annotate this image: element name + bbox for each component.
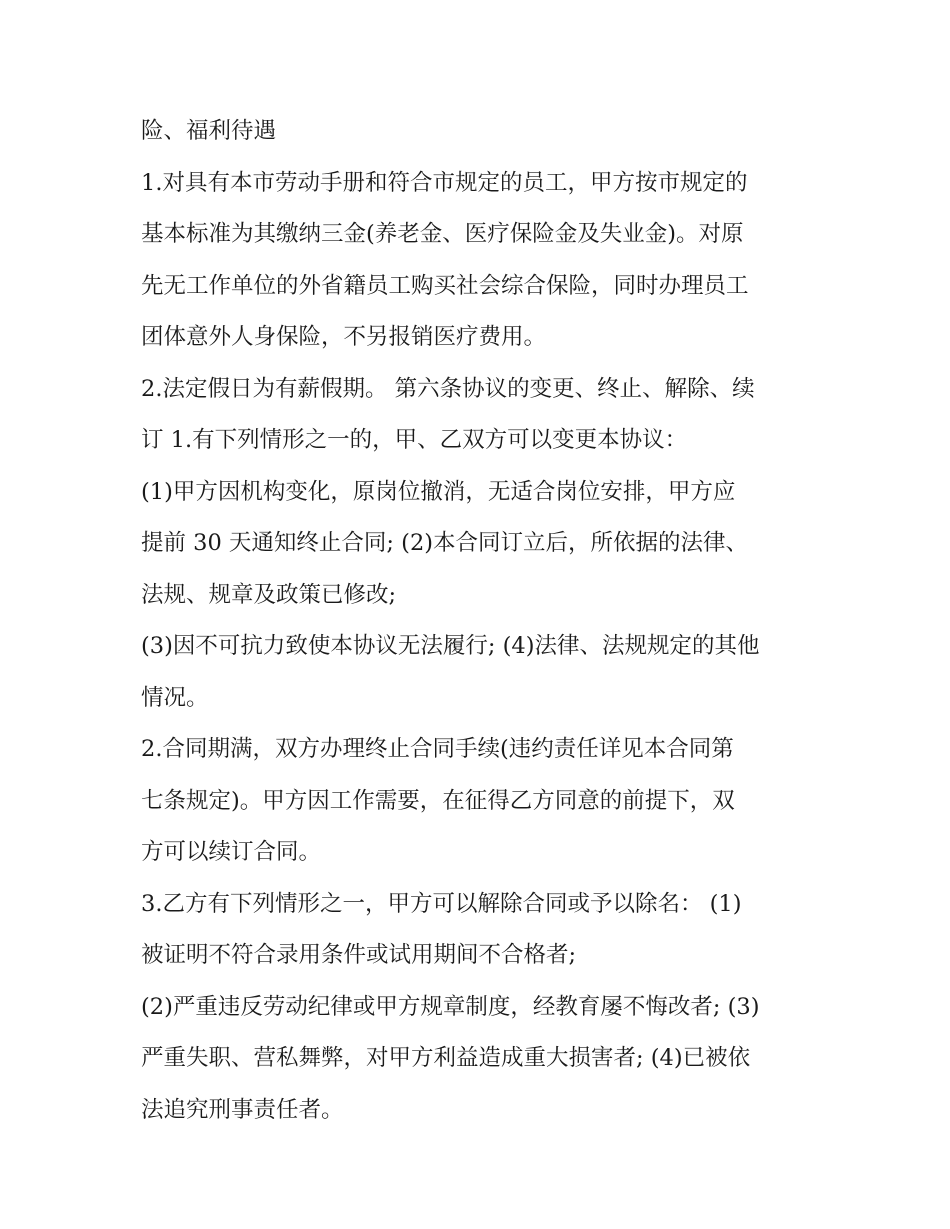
text-line: 情况。 — [141, 684, 209, 711]
text-line: 严重失职、营私舞弊，对甲方利益造成重大损害者; (4)已被依 — [141, 1045, 751, 1071]
document-body — [141, 106, 821, 1136]
text-line: 2.合同期满，双方办理终止合同手续(违约责任详见本合同第 — [141, 736, 734, 762]
text-line: 提前 30 天通知终止合同; (2)本合同订立后，所依据的法律、 — [141, 530, 749, 556]
text-line: 法规、规章及政策已修改; — [141, 581, 397, 608]
text-line: 先无工作单位的外省籍员工购买社会综合保险，同时办理员工 — [141, 272, 749, 299]
text-line: 七条规定)。甲方因工作需要，在征得乙方同意的前提下，双 — [141, 787, 735, 814]
text-line: (2)严重违反劳动纪律或甲方规章制度，经教育屡不悔改者; (3) — [141, 993, 760, 1020]
text-line: 方可以续订合同。 — [141, 839, 322, 865]
text-line: 险、福利待遇 — [141, 118, 277, 144]
text-line: 订 1.有下列情形之一的，甲、乙双方可以变更本协议： — [141, 427, 688, 453]
text-line: (3)因不可抗力致使本协议无法履行; (4)法律、法规规定的其他 — [141, 633, 760, 659]
text-line: 3.乙方有下列情形之一，甲方可以解除合同或予以除名： (1) — [141, 890, 742, 917]
text-line: 1.对具有本市劳动手册和符合市规定的员工，甲方按市规定的 — [141, 169, 748, 196]
text-line: 基本标准为其缴纳三金(养老金、医疗保险金及失业金)。对原 — [141, 221, 744, 247]
text-line: (1)甲方因机构变化，原岗位撤消，无适合岗位安排，甲方应 — [141, 478, 736, 505]
text-line: 团体意外人身保险，不另报销医疗费用。 — [141, 324, 547, 350]
text-line: 2.法定假日为有薪假期。 第六条协议的变更、终止、解除、续 — [141, 375, 755, 402]
text-line: 被证明不符合录用条件或试用期间不合格者; — [141, 942, 577, 968]
text-line: 法追究刑事责任者。 — [141, 1096, 344, 1123]
